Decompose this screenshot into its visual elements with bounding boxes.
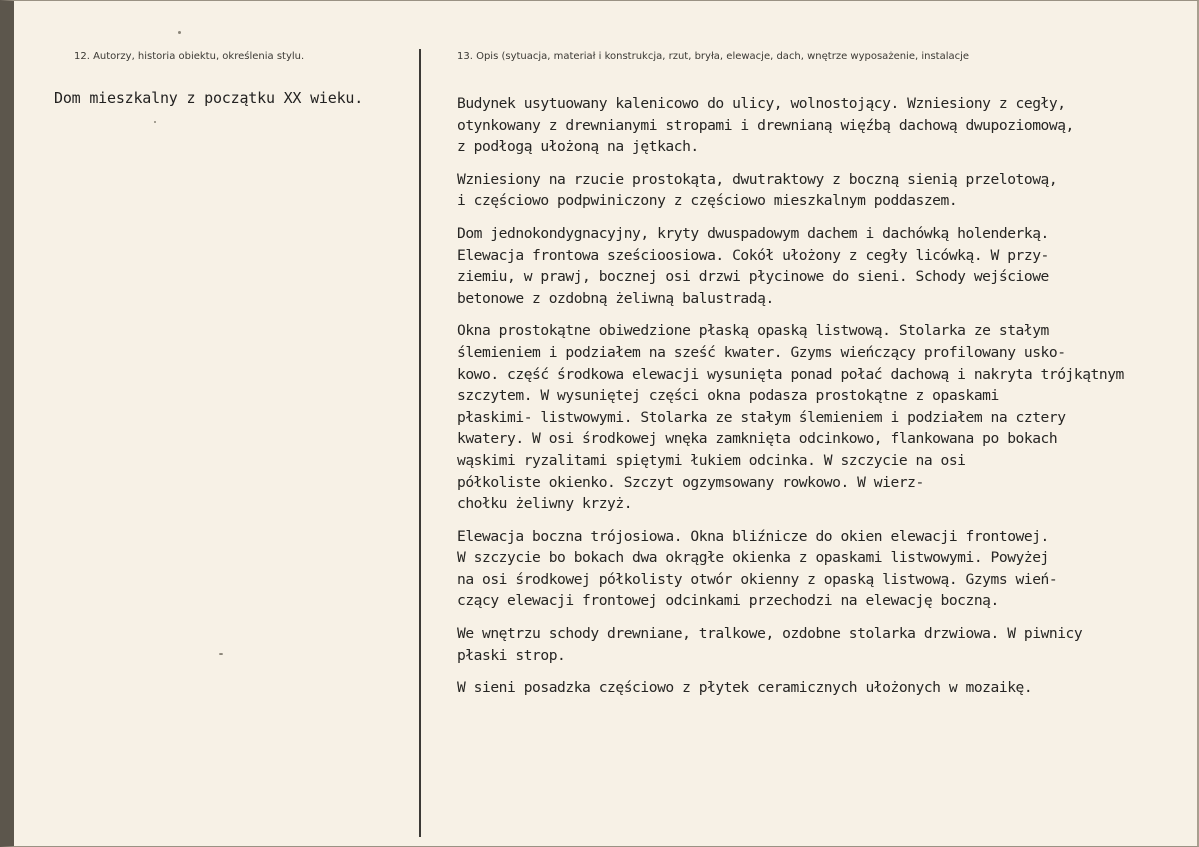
text-line: Okna prostokątne obiwedzione płaską opaską listwową. Stolarka ze stałym (457, 322, 1049, 340)
text-line: i częściowo podpwiniczony z częściowo mieszkalnym poddaszem. (457, 192, 958, 210)
text-line: kwatery. W osi środkowej wnęka zamknięta odcinkowo, flankowana po bokach (457, 430, 1058, 448)
description-paragraph (457, 169, 1199, 212)
paper-speck (219, 653, 223, 655)
style-description: Dom mieszkalny z początku XX wieku. (54, 89, 364, 107)
description-paragraph (457, 93, 1199, 158)
text-line: z podłogą ułożoną na jętkach. (457, 138, 699, 156)
text-line: Elewacja frontowa sześcioosiowa. Cokół ułożony z cegły licówką. W przy- (457, 246, 1049, 264)
text-line: W sieni posadzka częściowo z płytek ceramicznych ułożonych w mozaikę. (457, 679, 1033, 697)
description-paragraph (457, 320, 1199, 514)
text-line: W szczycie bo bokach dwa okrągłe okienka z opaskami listwowymi. Powyżej (457, 549, 1049, 567)
text-line: Budynek usytuowany kalenicowo do ulicy, wolnostojący. Wzniesiony z cegły, (457, 95, 1066, 112)
text-line: na osi środkowej półkolisty otwór okienny z opaską listwową. Gzyms wień- (457, 570, 1058, 588)
text-line: czący elewacji frontowej odcinkami przechodzi na elewację boczną. (457, 592, 999, 610)
text-line: ziemiu, w prawj, bocznej osi drzwi płycinowe do sieni. Schody wejściowe (457, 268, 1049, 286)
text-line: kowo. część środkowa elewacji wysunięta ponad połać dachową i nakryta trójkątnym (457, 365, 1124, 383)
text-line: półkoliste okienko. Szczyt ogzymsowany rowkowo. W wierz- (457, 473, 924, 491)
description-paragraph (457, 677, 1199, 699)
text-line: płaskimi- listwowymi. Stolarka ze stałym ślemieniem i podziałem na cztery (457, 408, 1066, 426)
text-line: Dom jednokondygnacyjny, kryty dwuspadowym dachem i dachówką holenderką. (457, 224, 1049, 242)
section-12-header: 12. Autorzy, historia obiektu, określenia stylu. (74, 51, 305, 62)
section-13-header: 13. Opis (sytuacja, materiał i konstrukcja, rzut, bryła, elewacje, dach, wnętrze wyposażenie, instalacje (457, 51, 970, 62)
text-line: ślemieniem i podziałem na sześć kwater. Gzyms wieńczący profilowany usko- (457, 343, 1066, 361)
description-paragraph (457, 223, 1199, 309)
building-description (457, 93, 1199, 710)
text-line: chołku żeliwny krzyż. (457, 495, 633, 513)
text-line: wąskimi ryzalitami spiętymi łukiem odcinka. W szczycie na osi (457, 451, 966, 469)
paper-speck (154, 121, 156, 123)
text-line: Elewacja boczna trójosiowa. Okna bliźnicze do okien elewacji frontowej. (457, 527, 1049, 545)
column-divider (419, 49, 421, 837)
text-line: płaski strop. (457, 646, 566, 664)
text-line: szczytem. W wysuniętej części okna podasza prostokątne z opaskami (457, 387, 999, 405)
text-line: betonowe z ozdobną żeliwną balustradą. (457, 289, 774, 307)
description-paragraph (457, 623, 1199, 666)
text-line: otynkowany z drewnianymi stropami i drewnianą więźbą dachową dwupoziomową, (457, 116, 1074, 134)
text-line: Wzniesiony na rzucie prostokąta, dwutraktowy z boczną sienią przelotową, (457, 170, 1058, 188)
paper-speck (178, 31, 181, 34)
text-line: We wnętrzu schody drewniane, tralkowe, ozdobne stolarka drzwiowa. W piwnicy (457, 625, 1083, 643)
description-paragraph (457, 526, 1199, 612)
